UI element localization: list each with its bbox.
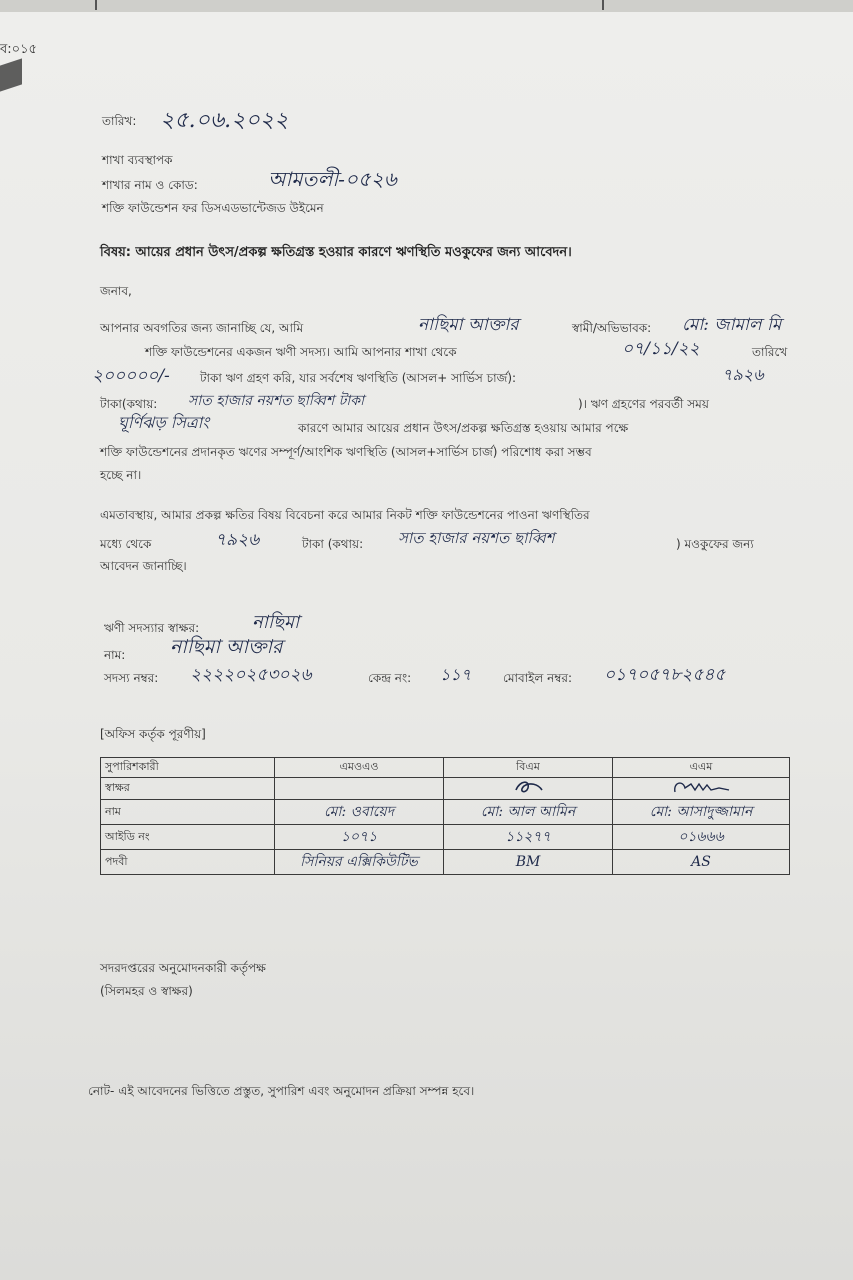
body-text: শক্তি ফাউন্ডেশনের প্রদানকৃত ঋণের সম্পূর্ণ/আংশিক ঋণস্থিতি (আসল+সার্ভিস চার্জ) পরিশোধ করা সম্ভব (100, 445, 592, 459)
cell-value: AS (691, 854, 711, 870)
footer-note: নোট- এই আবেদনের ভিত্তিতে প্রস্তুত, সুপারিশ এবং অনুমোদন প্রক্রিয়া সম্পন্ন হবে। (88, 1084, 475, 1098)
body-text: আবেদন জানাচ্ছি। (100, 559, 187, 573)
reason-fill: ঘূর্ণিঝড় সিত্রাং (118, 413, 210, 432)
approver-title: সদরদপ্তরের অনুমোদনকারী কর্তৃপক্ষ (100, 961, 266, 975)
table-cell (613, 825, 790, 850)
cell-value: মো: আসাদুজ্জামান (649, 804, 753, 820)
subject-line: বিষয়: আয়ের প্রধান উৎস/প্রকল্প ক্ষতিগ্রস্ত হওয়ার কারণে ঋণস্থিতি মওকুফের জন্য আবেদন। (100, 245, 572, 260)
applicant-sign-label: ঋণী সদস্যার স্বাক্ষর: (104, 621, 200, 635)
table-cell (275, 800, 444, 825)
balance-fill: ৭৯২৬ (722, 365, 764, 384)
table-cell (613, 850, 790, 875)
loan-amount-fill: ২০০০০০/- (92, 366, 170, 386)
cell-value: মো: আল আমিন (480, 804, 576, 820)
am-signature-scribble (669, 778, 733, 796)
table-header-cell: এমওএও (275, 758, 444, 778)
waiver-amount-fill: ৭৯২৬ (215, 530, 260, 550)
table-header-cell: এএম (613, 758, 790, 778)
organization-name: শক্তি ফাউন্ডেশন ফর ডিসএডভান্টেজড উইমেন (102, 201, 324, 215)
corner-mark (0, 58, 22, 91)
body-text: ) মওকুফের জন্য (676, 537, 754, 551)
waiver-words-fill: সাত হাজার নয়শত ছাব্বিশ (398, 529, 555, 547)
date-value: ২৫.০৬.২০২২ (160, 108, 289, 133)
row-label: আইডি নং (101, 825, 275, 850)
row-label: স্বাক্ষর (101, 778, 275, 800)
table-cell (275, 778, 444, 800)
office-approval-table (100, 757, 790, 875)
row-label: নাম (101, 800, 275, 825)
member-no-value: ২২২২০২৫৩০২৬ (190, 665, 312, 685)
table-header-cell: সুপারিশকারী (101, 758, 275, 778)
top-edge (0, 0, 853, 12)
branch-value: আমতলী-০৫২৬ (268, 167, 397, 191)
table-cell (275, 850, 444, 875)
cell-value: BM (515, 854, 541, 870)
body-text: টাকা (কথায়: (302, 537, 364, 551)
body-text: টাকা ঋণ গ্রহণ করি, যার সর্বশেষ ঋণস্থিতি (আসল+ সার্ভিস চার্জ): (200, 371, 517, 385)
table-cell (275, 825, 444, 850)
balance-words-fill: সাত হাজার নয়শত ছাব্বিশ টাকা (188, 393, 365, 409)
applicant-name-value: নাছিমা আক্তার (170, 636, 283, 658)
table-row (101, 825, 790, 850)
body-text: কারণে আমার আয়ের প্রধান উৎস/প্রকল্প ক্ষতিগ্রস্ত হওয়ায় আমার পক্ষে (298, 421, 629, 435)
body-text: স্বামী/অভিভাবক: (572, 321, 652, 335)
body-text: )। ঋণ গ্রহণের পরবর্তী সময় (578, 397, 709, 411)
cell-value: ১১২৭৭ (505, 829, 551, 845)
table-row (101, 850, 790, 875)
bm-signature-scribble (508, 778, 548, 796)
member-no-label: সদস্য নম্বর: (104, 671, 159, 685)
recipient-title: শাখা ব্যবস্থাপক (102, 153, 173, 167)
cell-value: মো: ওবায়েদ (323, 804, 395, 820)
row-label: পদবী (101, 850, 275, 875)
body-text: মধ্যে থেকে (100, 537, 152, 551)
body-text: টাকা(কথায়: (100, 397, 158, 411)
table-row (101, 778, 790, 800)
approver-subtitle: (সিলমহর ও স্বাক্ষর) (100, 984, 193, 998)
cell-value: ১০৭১ (340, 829, 378, 845)
table-header-row (101, 758, 790, 778)
body-text: তারিখে (752, 345, 788, 359)
table-cell (444, 778, 613, 800)
table-row (101, 800, 790, 825)
edge-tick (95, 0, 97, 10)
table-cell (444, 850, 613, 875)
body-text: হচ্ছে না। (100, 468, 142, 482)
cell-value: সিনিয়র এক্সিকিউটিভ (300, 854, 418, 870)
salutation: জনাব, (100, 284, 132, 298)
center-no-value: ১১৭ (440, 665, 472, 684)
body-text: আপনার অবগতির জন্য জানাচ্ছি যে, আমি (100, 321, 304, 335)
cell-value: ০১৬৬৬ (678, 829, 724, 845)
table-cell (444, 800, 613, 825)
edge-tick (602, 0, 604, 10)
branch-label: শাখার নাম ও কোড: (102, 178, 198, 192)
table-header-cell: বিএম (444, 758, 613, 778)
body-text: শক্তি ফাউন্ডেশনের একজন ঋণী সদস্য। আমি আপনার শাখা থেকে (145, 345, 457, 359)
applicant-name-label: নাম: (104, 648, 126, 662)
center-no-label: কেন্দ্র নং: (368, 671, 412, 685)
applicant-name-fill: নাছিমা আক্তার (418, 315, 519, 335)
table-cell (613, 800, 790, 825)
applicant-signature: নাছিমা (252, 612, 300, 633)
body-text: এমতাবস্থায়, আমার প্রকল্প ক্ষতির বিষয় বিবেচনা করে আমার নিকট শক্তি ফাউন্ডেশনের পাওনা ঋণস্থিতির (100, 508, 590, 522)
table-cell (613, 778, 790, 800)
table-cell (444, 825, 613, 850)
date-label: তারিখ: (102, 114, 137, 128)
loan-date-fill: ০৭/১১/২২ (622, 339, 700, 359)
mobile-value: ০১৭০৫৭৮২৫৪৫ (604, 665, 726, 685)
guardian-name-fill: মো: জামাল মি (682, 315, 782, 335)
mobile-label: মোবাইল নম্বর: (503, 671, 573, 685)
office-section-heading: [অফিস কর্তৃক পূরণীয়] (100, 727, 206, 741)
corner-label: ব:০১৫ (0, 42, 37, 57)
